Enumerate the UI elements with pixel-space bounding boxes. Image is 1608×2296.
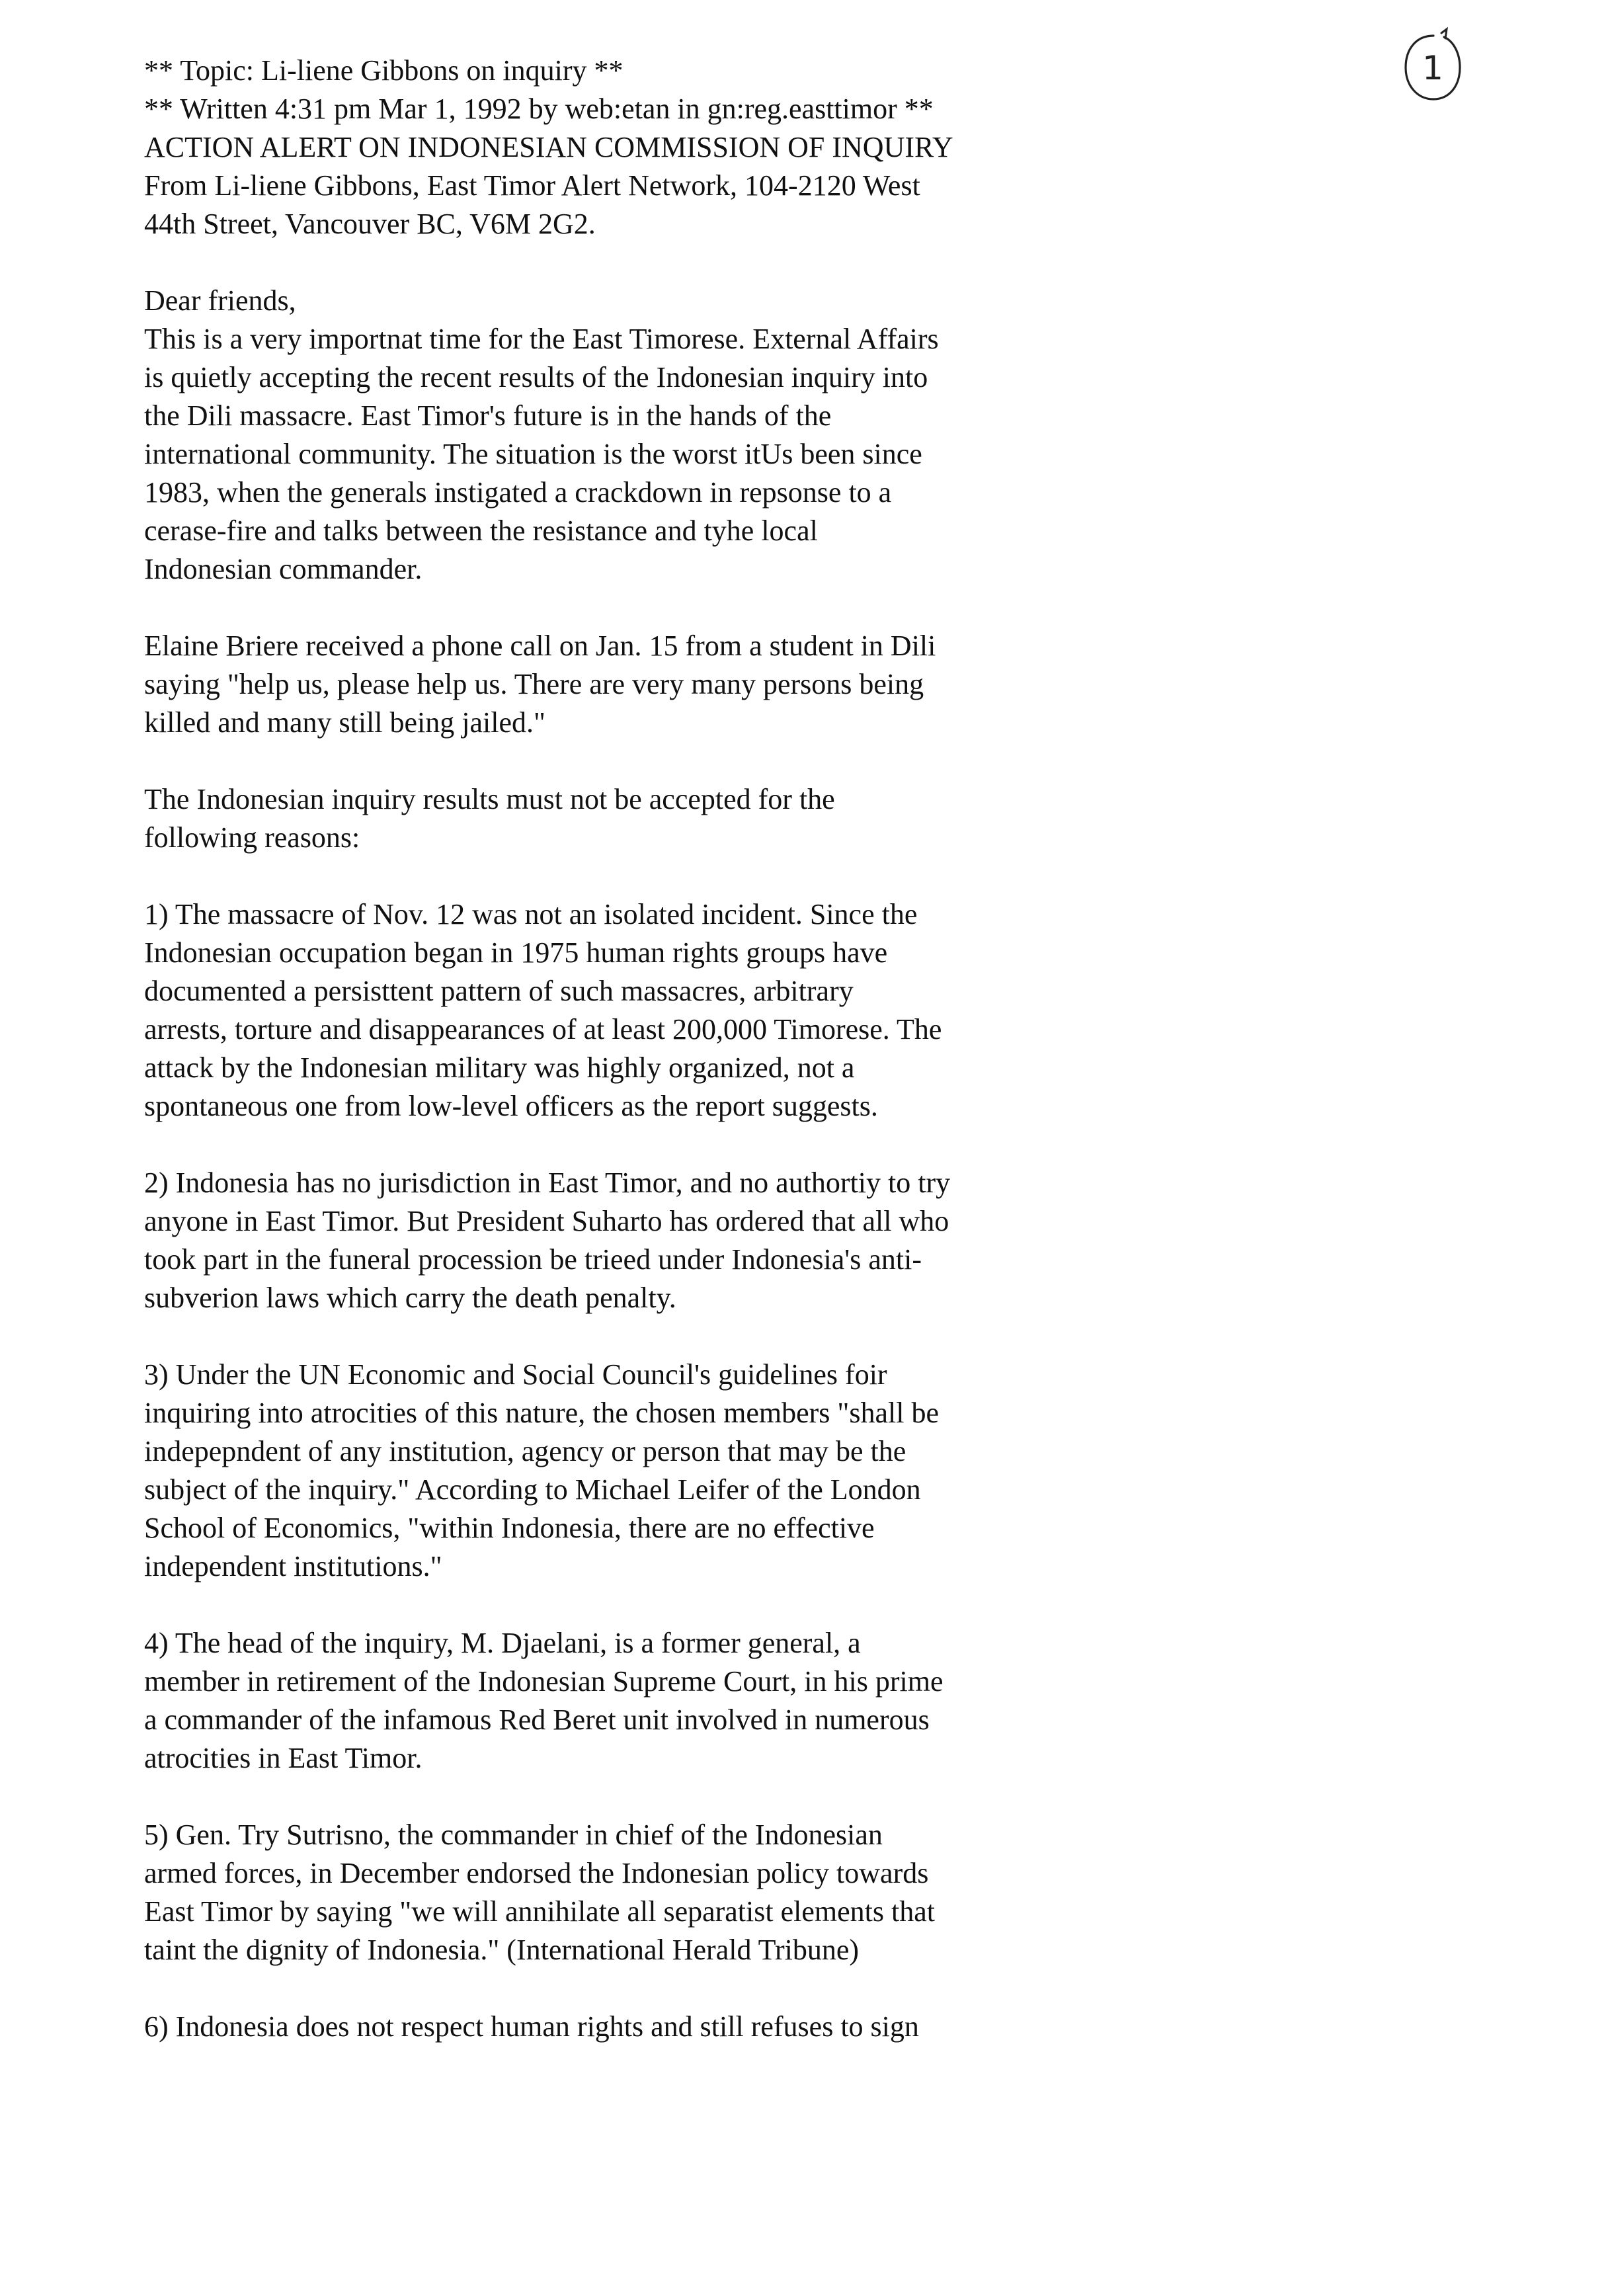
- text-line: documented a persisttent pattern of such massacres, arbitrary: [144, 975, 854, 1007]
- text-line: 5) Gen. Try Sutrisno, the commander in chief of the Indonesian: [144, 1819, 883, 1851]
- paragraph-reason-4: [144, 1624, 1149, 1778]
- paragraph-reason-5: [144, 1816, 1149, 1969]
- text-line: 6) Indonesia does not respect human rights and still refuses to sign: [144, 2010, 919, 2043]
- text-line: Elaine Briere received a phone call on Jan. 15 from a student in Dili: [144, 630, 936, 662]
- text-line: subject of the inquiry." According to Michael Leifer of the London: [144, 1473, 921, 1506]
- text-line: following reasons:: [144, 821, 360, 854]
- alert-title: ACTION ALERT ON INDONESIAN COMMISSION OF INQUIRY: [144, 131, 953, 163]
- paragraph-greeting: [144, 282, 1149, 589]
- paragraph-reasons-intro: [144, 780, 1149, 857]
- text-line: 1) The massacre of Nov. 12 was not an isolated incident. Since the: [144, 898, 918, 930]
- document-body: [144, 52, 1149, 2084]
- text-line: Dear friends,: [144, 284, 296, 317]
- text-line: 3) Under the UN Economic and Social Council's guidelines foir: [144, 1358, 887, 1391]
- text-line: School of Economics, "within Indonesia, there are no effective: [144, 1512, 875, 1544]
- text-line: subverion laws which carry the death penalty.: [144, 1282, 676, 1314]
- text-line: member in retirement of the Indonesian Supreme Court, in his prime: [144, 1665, 944, 1698]
- sender-address-line: 44th Street, Vancouver BC, V6M 2G2.: [144, 208, 596, 240]
- text-line: indepepndent of any institution, agency or person that may be the: [144, 1435, 906, 1467]
- handwritten-page-number: [1400, 26, 1464, 104]
- sender-line: From Li-liene Gibbons, East Timor Alert Network, 104-2120 West: [144, 169, 920, 202]
- text-line: Indonesian commander.: [144, 553, 422, 585]
- topic-line: ** Topic: Li-liene Gibbons on inquiry **: [144, 54, 623, 87]
- text-line: Indonesian occupation began in 1975 human rights groups have: [144, 936, 888, 969]
- text-line: attack by the Indonesian military was highly organized, not a: [144, 1051, 855, 1084]
- paragraph-reason-6: [144, 2008, 1149, 2046]
- text-line: international community. The situation is the worst itUs been since: [144, 438, 922, 470]
- message-header: [144, 52, 1149, 243]
- page-number-text: 1: [1422, 49, 1443, 87]
- paragraph-phone-call: [144, 627, 1149, 742]
- text-line: 2) Indonesia has no jurisdiction in East Timor, and no authortiy to try: [144, 1167, 951, 1199]
- text-line: cerase-fire and talks between the resistance and tyhe local: [144, 514, 818, 547]
- text-line: saying "help us, please help us. There are very many persons being: [144, 668, 924, 700]
- paragraph-reason-1: [144, 895, 1149, 1126]
- text-line: a commander of the infamous Red Beret unit involved in numerous: [144, 1703, 930, 1736]
- text-line: East Timor by saying "we will annihilate all separatist elements that: [144, 1895, 935, 1928]
- text-line: killed and many still being jailed.": [144, 706, 545, 739]
- text-line: atrocities in East Timor.: [144, 1742, 422, 1774]
- text-line: inquiring into atrocities of this nature, the chosen members "shall be: [144, 1397, 940, 1429]
- text-line: armed forces, in December endorsed the Indonesian policy towards: [144, 1857, 929, 1889]
- text-line: This is a very importnat time for the East Timorese. External Affairs: [144, 323, 939, 355]
- paragraph-reason-3: [144, 1356, 1149, 1586]
- paragraph-reason-2: [144, 1164, 1149, 1317]
- text-line: arrests, torture and disappearances of at least 200,000 Timorese. The: [144, 1013, 942, 1046]
- text-line: 4) The head of the inquiry, M. Djaelani, is a former general, a: [144, 1627, 861, 1659]
- circled-number-icon: [1400, 26, 1464, 104]
- text-line: took part in the funeral procession be trieed under Indonesia's anti-: [144, 1243, 922, 1276]
- text-line: independent institutions.": [144, 1550, 442, 1582]
- text-line: 1983, when the generals instigated a crackdown in repsonse to a: [144, 476, 892, 509]
- written-line: ** Written 4:31 pm Mar 1, 1992 by web:etan in gn:reg.easttimor **: [144, 93, 934, 125]
- text-line: The Indonesian inquiry results must not be accepted for the: [144, 783, 835, 815]
- text-line: the Dili massacre. East Timor's future is in the hands of the: [144, 399, 832, 432]
- text-line: anyone in East Timor. But President Suharto has ordered that all who: [144, 1205, 949, 1237]
- text-line: spontaneous one from low-level officers as the report suggests.: [144, 1090, 878, 1122]
- text-line: taint the dignity of Indonesia." (International Herald Tribune): [144, 1934, 860, 1966]
- text-line: is quietly accepting the recent results of the Indonesian inquiry into: [144, 361, 928, 393]
